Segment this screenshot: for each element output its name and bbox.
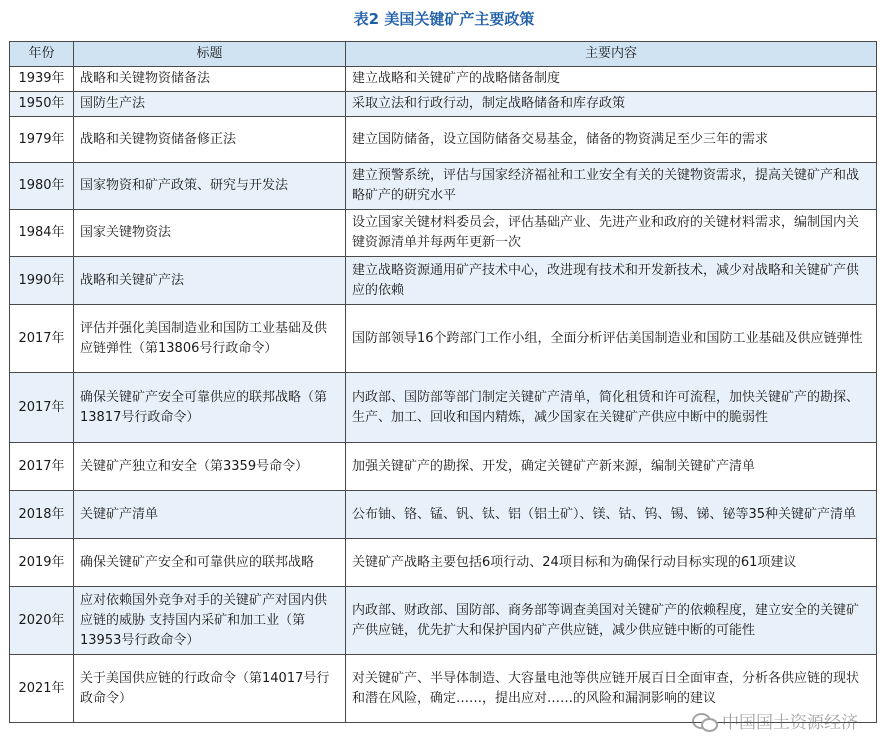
row-content: 建立战略和关键矿产的战略储备制度 xyxy=(346,67,877,92)
row-content: 加强关键矿产的勘探、开发，确定关键矿产新来源，编制关键矿产清单 xyxy=(346,443,877,491)
table-row xyxy=(10,210,877,257)
row-content: 采取立法和行政行动，制定战略储备和库存政策 xyxy=(346,92,877,117)
row-year: 1979年 xyxy=(10,117,74,163)
header-content: 主要内容 xyxy=(346,42,877,67)
table-row xyxy=(10,587,877,655)
row-name: 战略和关键物资储备法 xyxy=(74,67,346,92)
row-year: 2021年 xyxy=(10,655,74,723)
row-year: 1980年 xyxy=(10,163,74,210)
row-year: 1950年 xyxy=(10,92,74,117)
row-year: 1939年 xyxy=(10,67,74,92)
table-row xyxy=(10,539,877,587)
row-name: 国防生产法 xyxy=(74,92,346,117)
policy-table xyxy=(9,41,877,723)
row-name: 战略和关键物资储备修正法 xyxy=(74,117,346,163)
row-name: 关于美国供应链的行政命令（第14017号行政命令） xyxy=(74,655,346,723)
header-name: 标题 xyxy=(74,42,346,67)
table-row xyxy=(10,67,877,92)
wechat-icon xyxy=(692,711,716,731)
row-content: 设立国家关键材料委员会，评估基础产业、先进产业和政府的关键材料需求，编制国内关键资源清单并每两年更新一次 xyxy=(346,210,877,257)
row-content: 对关键矿产、半导体制造、大容量电池等供应链开展百日全面审查，分析各供应链的现状和潜在风险，确定……，提出应对……的风险和漏洞影响的建议 xyxy=(346,655,877,723)
row-name: 关键矿产清单 xyxy=(74,491,346,539)
row-year: 2018年 xyxy=(10,491,74,539)
row-content: 建立战略资源通用矿产技术中心，改进现有技术和开发新技术，减少对战略和关键矿产供应的依赖 xyxy=(346,257,877,305)
row-name: 应对依赖国外竞争对手的关键矿产对国内供应链的威胁 支持国内采矿和加工业（第13953号行政命令） xyxy=(74,587,346,655)
row-name: 评估并强化美国制造业和国防工业基础及供应链弹性（第13806号行政命令） xyxy=(74,305,346,373)
row-name: 关键矿产独立和安全（第3359号命令） xyxy=(74,443,346,491)
row-name: 确保关键矿产安全可靠供应的联邦战略（第13817号行政命令） xyxy=(74,373,346,443)
header-year: 年份 xyxy=(10,42,74,67)
row-name: 国家关键物资法 xyxy=(74,210,346,257)
row-content: 内政部、财政部、国防部、商务部等调查美国对关键矿产的依赖程度，建立安全的关键矿产供应链，优先扩大和保护国内矿产供应链，减少供应链中断的可能性 xyxy=(346,587,877,655)
table-row xyxy=(10,491,877,539)
row-content: 关键矿产战略主要包括6项行动、24项目标和为确保行动目标实现的61项建议 xyxy=(346,539,877,587)
row-content: 建立预警系统，评估与国家经济福祉和工业安全有关的关键物资需求，提高关键矿产和战略矿产的研究水平 xyxy=(346,163,877,210)
row-content: 内政部、国防部等部门制定关键矿产清单，简化租赁和许可流程，加快关键矿产的勘探、生产、加工、回收和国内精炼，减少国家在关键矿产供应中断中的脆弱性 xyxy=(346,373,877,443)
row-year: 2017年 xyxy=(10,305,74,373)
table-row xyxy=(10,305,877,373)
row-year: 2017年 xyxy=(10,443,74,491)
row-content: 公布铀、铬、锰、钒、钛、铝（铝土矿）、镁、钴、钨、锡、锑、铋等35种关键矿产清单 xyxy=(346,491,877,539)
row-year: 2020年 xyxy=(10,587,74,655)
table-row xyxy=(10,443,877,491)
watermark xyxy=(692,708,858,733)
row-year: 1984年 xyxy=(10,210,74,257)
row-year: 2017年 xyxy=(10,373,74,443)
table-row xyxy=(10,163,877,210)
table-header-row xyxy=(10,42,877,67)
table-title: 表2 美国关键矿产主要政策 xyxy=(353,10,535,28)
row-content: 国防部领导16个跨部门工作小组，全面分析评估美国制造业和国防工业基础及供应链弹性 xyxy=(346,305,877,373)
row-year: 1990年 xyxy=(10,257,74,305)
table-row xyxy=(10,92,877,117)
table-row xyxy=(10,257,877,305)
row-name: 确保关键矿产安全和可靠供应的联邦战略 xyxy=(74,539,346,587)
row-year: 2019年 xyxy=(10,539,74,587)
row-content: 建立国防储备，设立国防储备交易基金，储备的物资满足至少三年的需求 xyxy=(346,117,877,163)
table-row xyxy=(10,117,877,163)
row-name: 国家物资和矿产政策、研究与开发法 xyxy=(74,163,346,210)
table-row xyxy=(10,373,877,443)
row-name: 战略和关键矿产法 xyxy=(74,257,346,305)
watermark-text: 中国国土资源经济 xyxy=(722,713,858,733)
